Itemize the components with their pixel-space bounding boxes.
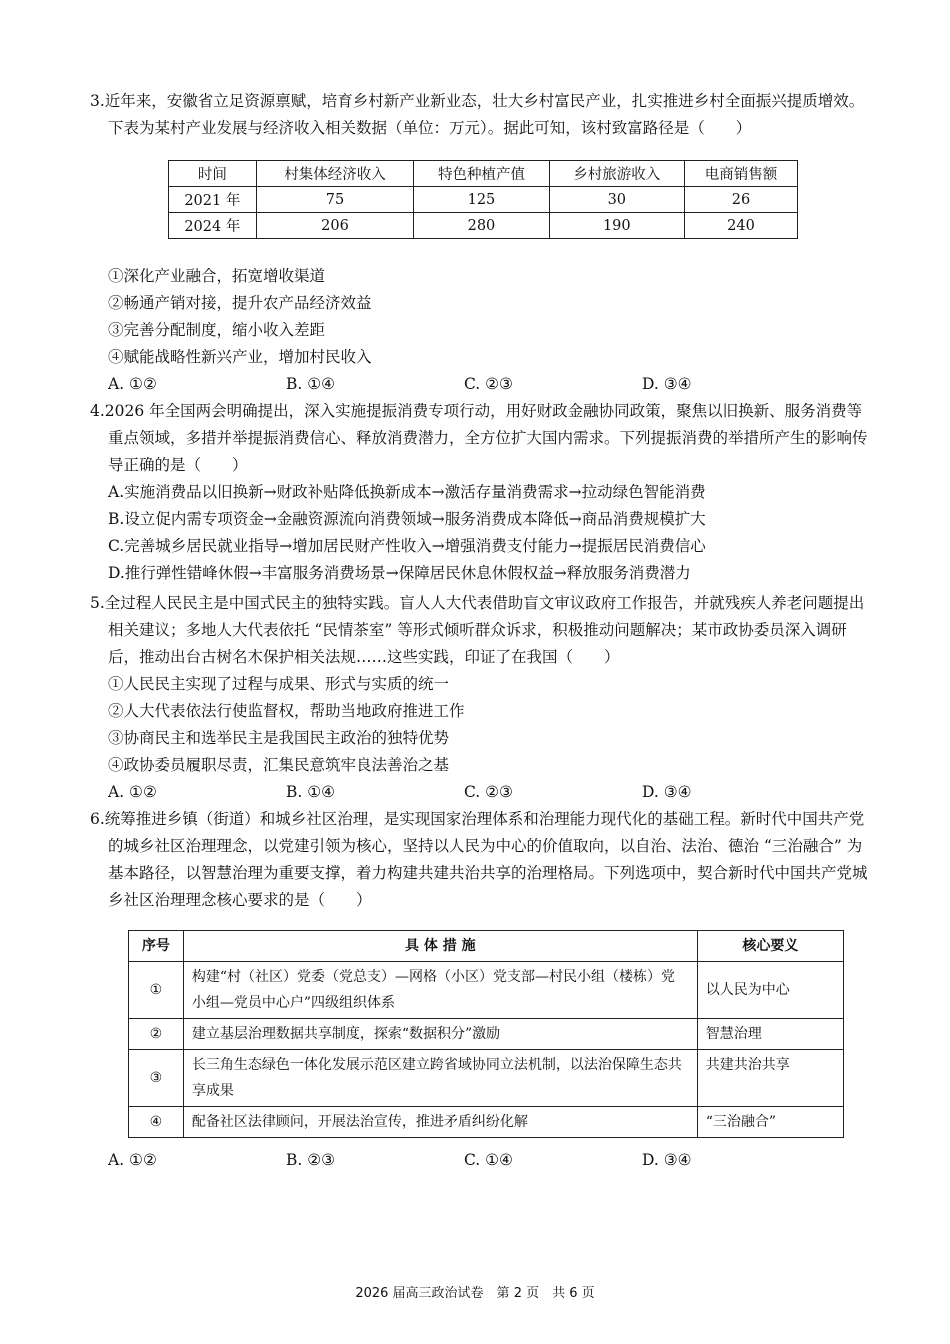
option-b: B.设立促内需专项资金→金融资源流向消费领域→服务消费成本降低→商品消费规模扩大 (108, 510, 706, 528)
table-row (129, 1107, 844, 1138)
question-3 (90, 88, 870, 142)
option-4: ④赋能战略性新兴产业，增加村民收入 (108, 348, 372, 366)
table-cell: 智慧治理 (697, 1019, 843, 1050)
question-4 (90, 398, 870, 587)
option-d: D.推行弹性错峰休假→丰富服务消费场景→保障居民休息休假权益→释放服务消费潜力 (108, 564, 691, 582)
option-a: A.实施消费品以旧换新→财政补贴降低换新成本→激活存量消费需求→拉动绿色智能消费 (108, 483, 706, 501)
choice-c: C. ①④ (464, 1151, 513, 1169)
table-cell: 190 (549, 213, 684, 239)
table-header-cell: 具 体 措 施 (183, 931, 697, 962)
table-cell: 共建共治共享 (697, 1050, 843, 1107)
answer-choices (90, 371, 870, 398)
table-cell: 长三角生态绿色一体化发展示范区建立跨省域协同立法机制，以法治保障生态共享成果 (183, 1050, 697, 1107)
table-cell: 125 (414, 187, 549, 213)
question-3-options (90, 263, 870, 398)
question-5-stem: 5.全过程人民民主是中国式民主的独特实践。盲人人大代表借助盲文审议政府工作报告，并就残疾人养老问题提出相关建议；多地人大代表依托 “民情茶室” 等形式倾听群众诉求，积极推动问题解决；某市政协委员深入调研后，推动出台古树名木保护相关法规……这些实践，印证了在我国（ ） (90, 594, 865, 666)
choice-b: B. ②③ (286, 1151, 336, 1169)
choice-a: A. ①② (108, 1151, 157, 1169)
table-cell: ③ (129, 1050, 184, 1107)
choice-c: C. ②③ (464, 783, 513, 801)
table-header-cell: 乡村旅游收入 (549, 161, 684, 187)
q6-measures-table (128, 930, 844, 1138)
choice-d: D. ③④ (642, 375, 692, 393)
choice-b: B. ①④ (286, 783, 336, 801)
option-1: ①人民民主实现了过程与成果、形式与实质的统一 (108, 675, 450, 693)
option-2: ②畅通产销对接，提升农产品经济效益 (108, 294, 372, 312)
question-5 (90, 590, 870, 806)
option-c: C.完善城乡居民就业指导→增加居民财产性收入→增强消费支付能力→提振居民消费信心 (108, 537, 706, 555)
table-cell: 206 (256, 213, 414, 239)
option-3: ③协商民主和选举民主是我国民主政治的独特优势 (108, 729, 450, 747)
option-2: ②人大代表依法行使监督权，帮助当地政府推进工作 (108, 702, 465, 720)
answer-choices (90, 779, 870, 806)
question-6-stem: 6.统筹推进乡镇（街道）和城乡社区治理，是实现国家治理体系和治理能力现代化的基础工程。新时代中国共产党的城乡社区治理理念，以党建引领为核心，坚持以人民为中心的价值取向，以自治、法治、德治 “三治融合” 为基本路径，以智慧治理为重要支撑，着力构建共建共治共享的治理格局。下列选项中，契合新时代中国共产党城乡社区治理理念核心要求的是（ ） (90, 810, 868, 909)
table-row (129, 1019, 844, 1050)
choice-a: A. ①② (108, 783, 157, 801)
page-footer: 2026 届高三政治试卷 第 2 页 共 6 页 (355, 1286, 595, 1301)
table-cell: 2021 年 (169, 187, 257, 213)
table-header-cell: 村集体经济收入 (256, 161, 414, 187)
table-cell: 280 (414, 213, 549, 239)
table-cell: 配备社区法律顾问，开展法治宣传，推进矛盾纠纷化解 (183, 1107, 697, 1138)
q3-data-table (168, 160, 798, 239)
table-cell: ④ (129, 1107, 184, 1138)
table-header-cell: 特色种植产值 (414, 161, 549, 187)
question-3-stem: 3.近年来，安徽省立足资源禀赋，培育乡村新产业新业态，壮大乡村富民产业，扎实推进乡村全面振兴提质增效。下表为某村产业发展与经济收入相关数据（单位：万元）。据此可知，该村致富路径是（ ） (90, 92, 865, 137)
table-header-cell: 核心要义 (697, 931, 843, 962)
question-4-stem: 4.2026 年全国两会明确提出，深入实施提振消费专项行动，用好财政金融协同政策，聚焦以旧换新、服务消费等重点领域，多措并举提振消费信心、释放消费潜力，全方位扩大国内需求。下列提振消费的举措所产生的影响传导正确的是（ ） (90, 402, 868, 474)
table-cell: “三治融合” (697, 1107, 843, 1138)
table-cell: 26 (684, 187, 797, 213)
table-cell: 建立基层治理数据共享制度，探索“数据积分”激励 (183, 1019, 697, 1050)
table-header-row (169, 161, 798, 187)
option-4: ④政协委员履职尽责，汇集民意筑牢良法善治之基 (108, 756, 450, 774)
choice-c: C. ②③ (464, 375, 513, 393)
table-cell: 30 (549, 187, 684, 213)
choice-b: B. ①④ (286, 375, 336, 393)
table-row (129, 962, 844, 1019)
table-cell: ① (129, 962, 184, 1019)
choice-a: A. ①② (108, 375, 157, 393)
table-cell: 构建“村（社区）党委（党总支）—网格（小区）党支部—村民小组（楼栋）党小组—党员中心户”四级组织体系 (183, 962, 697, 1019)
table-header-cell: 电商销售额 (684, 161, 797, 187)
table-cell: ② (129, 1019, 184, 1050)
table-cell: 2024 年 (169, 213, 257, 239)
option-3: ③完善分配制度，缩小收入差距 (108, 321, 326, 339)
table-cell: 以人民为中心 (697, 962, 843, 1019)
answer-choices (90, 1147, 870, 1174)
question-6-choices (90, 1147, 870, 1174)
table-row (129, 1050, 844, 1107)
table-cell: 75 (256, 187, 414, 213)
table-row (169, 187, 798, 213)
table-header-cell: 序号 (129, 931, 184, 962)
question-6 (90, 806, 870, 914)
choice-d: D. ③④ (642, 1151, 692, 1169)
table-header-cell: 时间 (169, 161, 257, 187)
option-1: ①深化产业融合，拓宽增收渠道 (108, 267, 326, 285)
table-header-row (129, 931, 844, 962)
table-row (169, 213, 798, 239)
choice-d: D. ③④ (642, 783, 692, 801)
table-cell: 240 (684, 213, 797, 239)
